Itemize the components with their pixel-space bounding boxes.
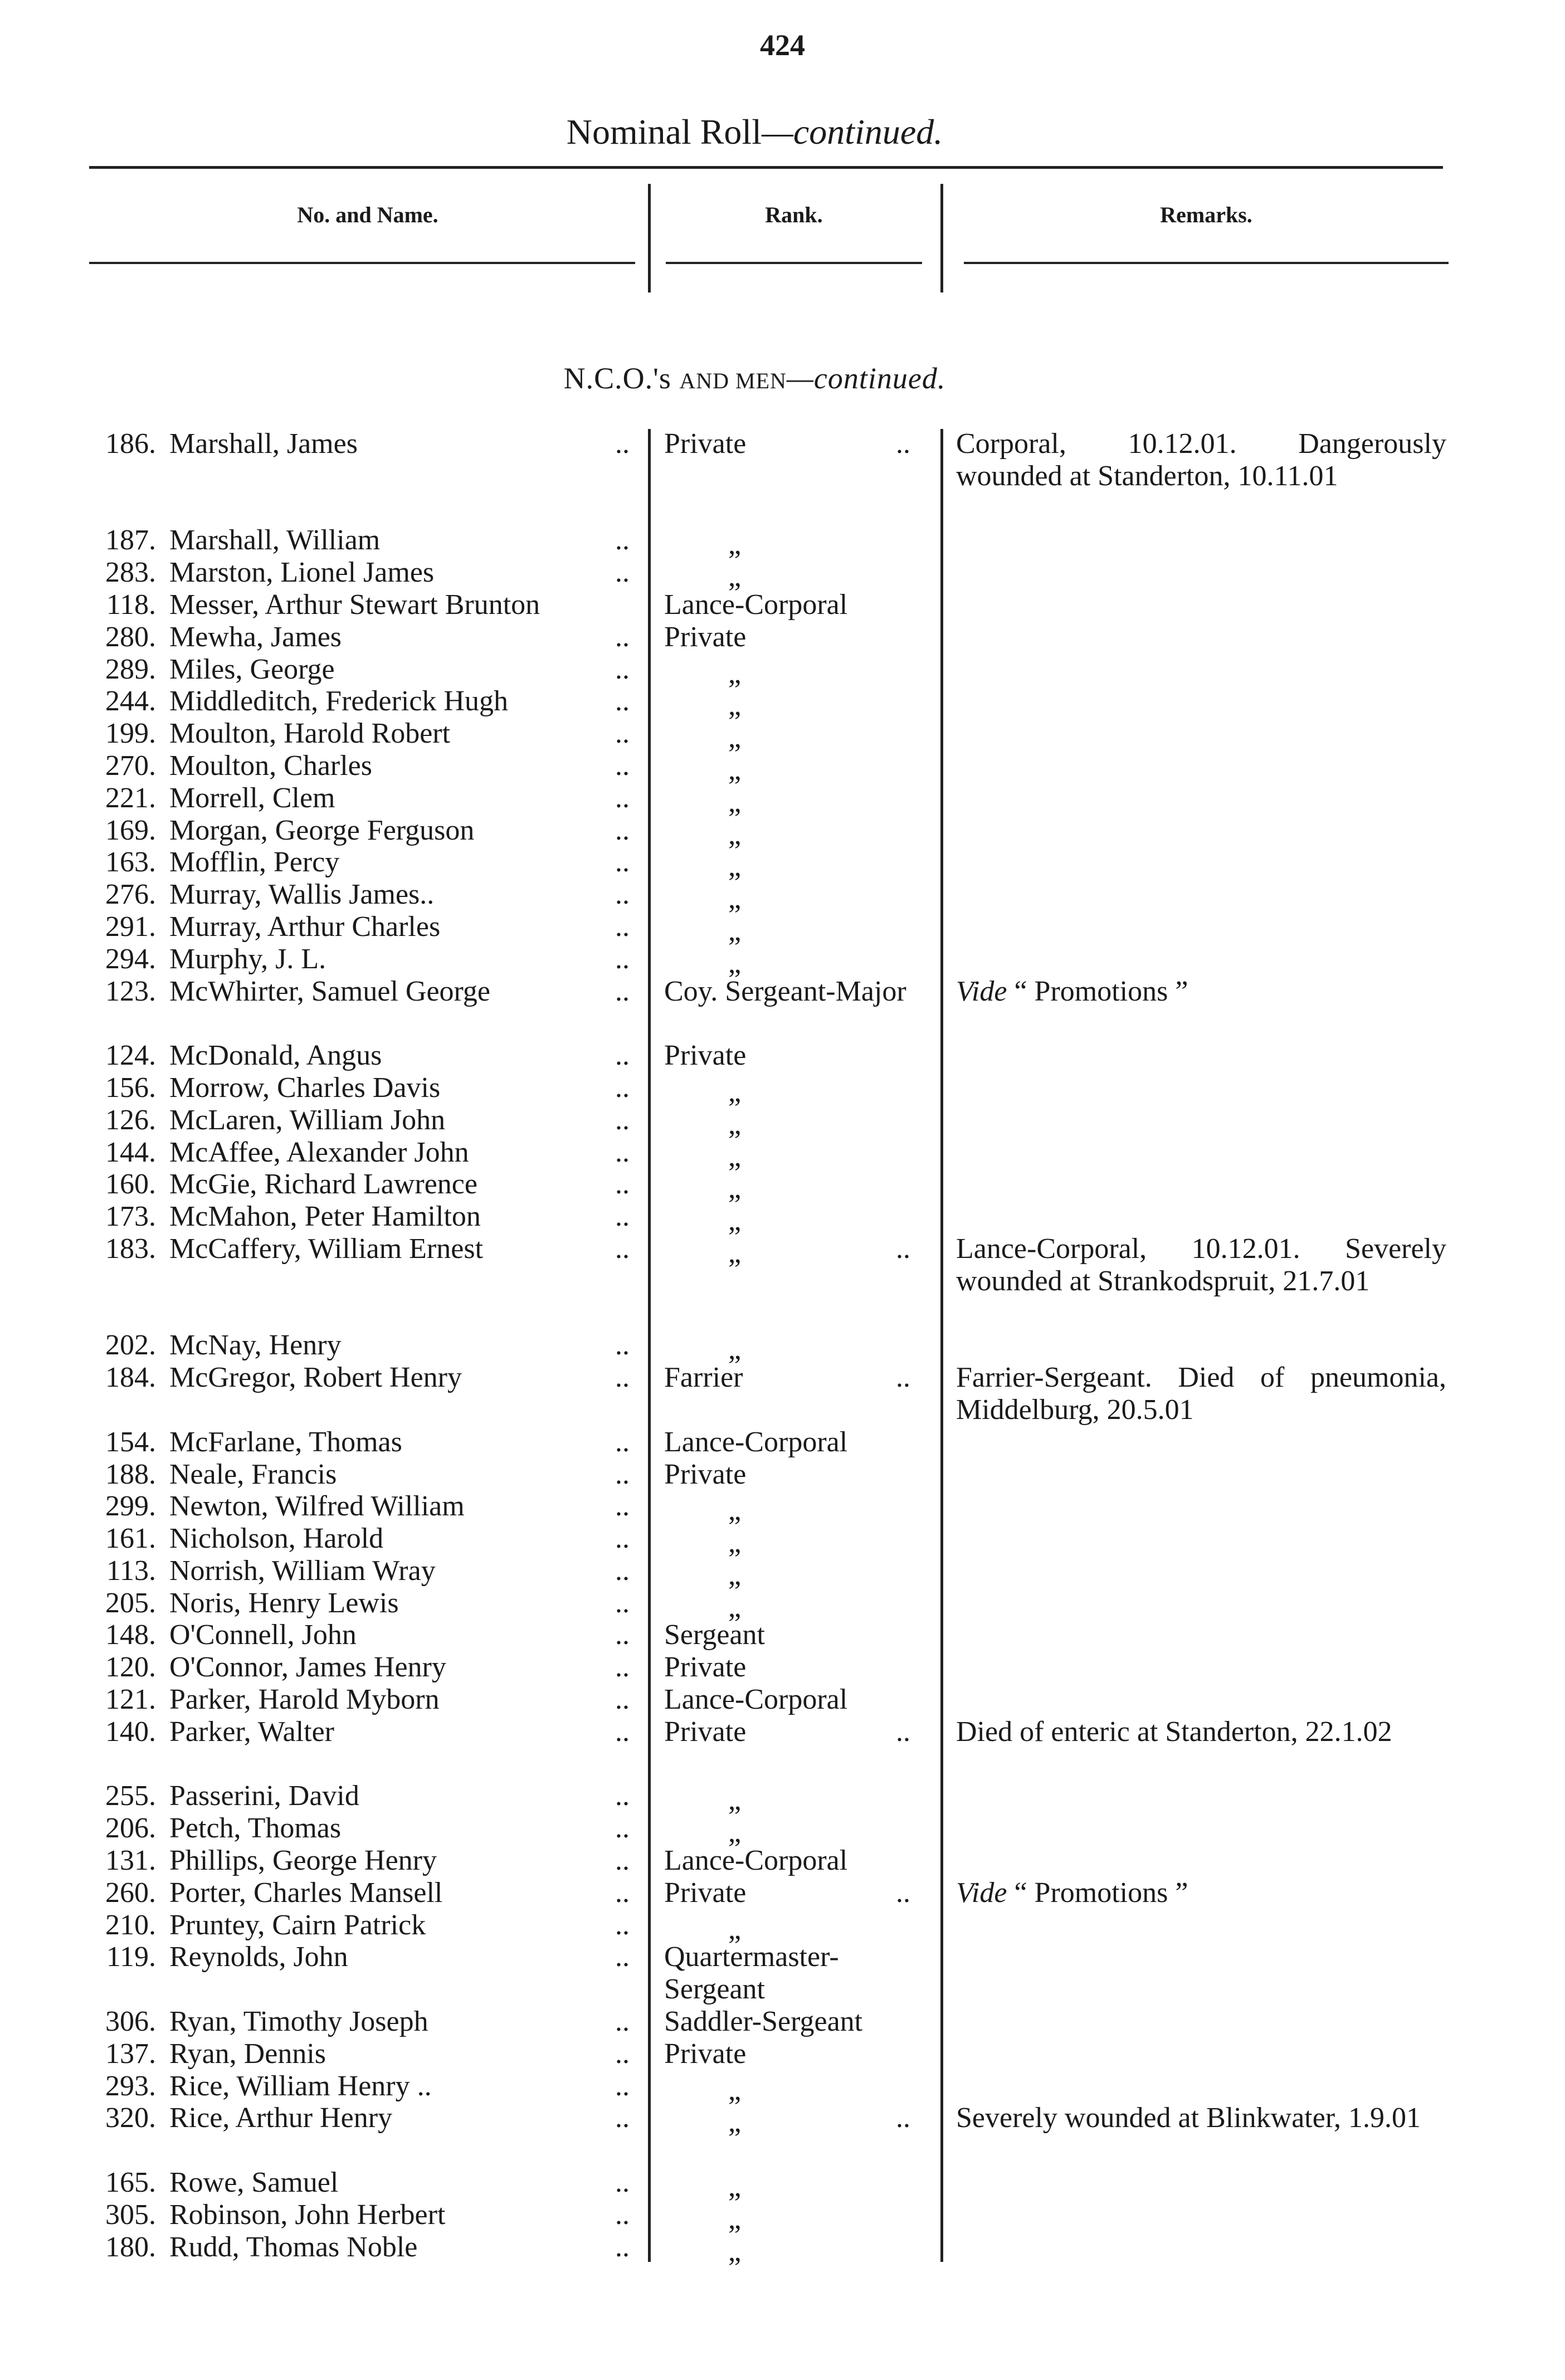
row-name: Murray, Arthur Charles <box>169 910 441 943</box>
row-rank: „ <box>728 657 742 690</box>
row-rank: „ <box>728 2074 742 2106</box>
table-row <box>0 2231 1565 2267</box>
row-number: 137. <box>105 2037 156 2070</box>
row-number: 156. <box>105 1071 156 1104</box>
row-number: 199. <box>105 718 156 750</box>
row-number: 289. <box>105 653 156 685</box>
row-rank: „ <box>728 947 742 979</box>
name-leader-dots: .. <box>615 1619 630 1651</box>
row-remarks <box>956 976 1446 1008</box>
row-rank: Private <box>664 1876 747 1909</box>
row-rank: „ <box>728 2235 742 2267</box>
row-number: 221. <box>105 782 156 814</box>
remarks-text: Severely wounded at Blinkwater, 1.9.01 <box>956 2102 1421 2134</box>
row-name: O'Connor, James Henry <box>169 1651 446 1684</box>
row-name: Morrow, Charles Davis <box>169 1071 441 1104</box>
name-leader-dots: .. <box>615 557 630 589</box>
row-name: McGie, Richard Lawrence <box>169 1168 477 1201</box>
row-rank: Lance-Corporal <box>664 1684 848 1716</box>
row-number: 306. <box>105 2006 156 2038</box>
table-row <box>0 1071 1565 1108</box>
row-rank: „ <box>728 1076 742 1108</box>
row-rank: „ <box>728 754 742 786</box>
row-name: Morrell, Clem <box>169 782 335 814</box>
row-name: McLaren, William John <box>169 1104 446 1136</box>
row-rank: Farrier <box>664 1362 743 1394</box>
name-leader-dots: .. <box>615 1136 630 1168</box>
table-row <box>0 1104 1565 1140</box>
row-name: McDonald, Angus <box>169 1040 382 1072</box>
name-leader-dots: .. <box>615 2231 630 2263</box>
row-rank: „ <box>728 690 742 722</box>
row-rank: Private <box>664 428 747 460</box>
row-rank: „ <box>728 722 742 754</box>
name-leader-dots: .. <box>615 2070 630 2102</box>
row-name: Noris, Henry Lewis <box>169 1587 399 1619</box>
column-header-rank: Rank. <box>765 202 823 227</box>
name-leader-dots: .. <box>615 2198 630 2231</box>
row-rank: „ <box>728 1817 742 1849</box>
row-rank: Sergeant <box>664 1619 765 1651</box>
row-name: Passerini, David <box>169 1780 359 1812</box>
title-suffix: —continued. <box>761 112 943 152</box>
name-leader-dots: .. <box>615 749 630 782</box>
name-leader-dots: .. <box>615 814 630 846</box>
section-suffix: —continued. <box>786 362 946 395</box>
row-rank: „ <box>728 1591 742 1623</box>
row-number: 160. <box>105 1168 156 1201</box>
row-name: Neale, Francis <box>169 1458 337 1490</box>
name-leader-dots: .. <box>615 428 630 460</box>
table-row <box>0 2070 1565 2106</box>
table-row <box>0 814 1565 851</box>
row-name: McAffee, Alexander John <box>169 1136 469 1168</box>
row-rank: „ <box>728 818 742 851</box>
row-remarks <box>956 2102 1446 2134</box>
table-row <box>0 1168 1565 1205</box>
row-rank: Lance-Corporal <box>664 1426 848 1458</box>
row-name: Petch, Thomas <box>169 1812 342 1845</box>
row-number: 186. <box>105 428 156 460</box>
table-row <box>0 1587 1565 1623</box>
row-name: Newton, Wilfred William <box>169 1490 465 1523</box>
row-number: 260. <box>105 1876 156 1909</box>
rank-leader-dots: .. <box>896 2102 910 2134</box>
row-rank: „ <box>728 915 742 947</box>
row-name: Parker, Walter <box>169 1715 334 1748</box>
name-leader-dots: .. <box>615 1587 630 1619</box>
row-rank: Lance-Corporal <box>664 588 848 621</box>
name-leader-dots: .. <box>615 1040 630 1072</box>
row-number: 148. <box>105 1619 156 1651</box>
row-rank: „ <box>728 1173 742 1205</box>
row-rank: „ <box>728 1913 742 1945</box>
section-heading <box>0 361 1509 396</box>
table-row <box>0 1877 1565 1909</box>
row-name: Parker, Harold Myborn <box>169 1684 440 1716</box>
row-name: Morgan, George Ferguson <box>169 814 475 846</box>
name-leader-dots: .. <box>615 1458 630 1490</box>
name-leader-dots: .. <box>615 1201 630 1233</box>
table-row <box>0 943 1565 979</box>
row-rank: „ <box>728 1140 742 1173</box>
row-number: 188. <box>105 1458 156 1490</box>
row-name: Murray, Wallis James.. <box>169 879 435 911</box>
header-top-rule <box>89 166 1443 169</box>
row-name: Rudd, Thomas Noble <box>169 2231 418 2263</box>
row-number: 293. <box>105 2070 156 2102</box>
row-number: 126. <box>105 1104 156 1136</box>
row-name: Moulton, Harold Robert <box>169 718 451 750</box>
row-rank: „ <box>728 1784 742 1817</box>
table-row <box>0 1716 1565 1781</box>
row-name: Pruntey, Cairn Patrick <box>169 1909 426 1941</box>
table-row <box>0 879 1565 915</box>
header-underline-name <box>89 262 635 264</box>
name-leader-dots: .. <box>615 1715 630 1748</box>
table-row <box>0 524 1565 561</box>
row-number: 183. <box>105 1232 156 1265</box>
row-name: Rice, William Henry .. <box>169 2070 432 2102</box>
row-number: 276. <box>105 879 156 911</box>
table-row <box>0 1233 1565 1329</box>
row-name: Murphy, J. L. <box>169 943 326 975</box>
row-rank: Quartermaster-Sergeant <box>664 1941 839 2006</box>
title-main: Nominal Roll <box>566 112 762 152</box>
name-leader-dots: .. <box>615 1876 630 1909</box>
row-name: Marston, Lionel James <box>169 557 435 589</box>
section-prefix: N.C.O.'s <box>563 362 680 395</box>
row-name: Reynolds, John <box>169 1941 348 1973</box>
row-rank: „ <box>728 883 742 915</box>
name-leader-dots: .. <box>615 2102 630 2134</box>
row-number: 205. <box>105 1587 156 1619</box>
row-number: 210. <box>105 1909 156 1941</box>
name-leader-dots: .. <box>615 943 630 975</box>
name-leader-dots: .. <box>615 2037 630 2070</box>
row-rank: „ <box>728 561 742 593</box>
rank-leader-dots: .. <box>896 1876 910 1909</box>
table-row <box>0 1490 1565 1527</box>
remarks-text: Farrier-Sergeant. Died of pneumonia, Middelburg, 20.5.01 <box>956 1362 1446 1426</box>
row-rank: „ <box>728 1559 742 1591</box>
rank-leader-dots: .. <box>896 1232 910 1265</box>
row-name: Mofflin, Percy <box>169 846 340 879</box>
row-number: 118. <box>106 588 156 621</box>
column-header-remarks: Remarks. <box>1160 202 1252 227</box>
row-name: Miles, George <box>169 653 335 685</box>
row-rank: „ <box>728 786 742 818</box>
header-divider-right <box>940 184 943 292</box>
table-row <box>0 910 1565 947</box>
table-row <box>0 557 1565 593</box>
table-row <box>0 428 1565 524</box>
table-row <box>0 1426 1565 1459</box>
name-leader-dots: .. <box>615 782 630 814</box>
name-leader-dots: .. <box>615 1232 630 1265</box>
row-name: Ryan, Dennis <box>169 2037 326 2070</box>
row-rank: Private <box>664 1715 747 1748</box>
row-name: Messer, Arthur Stewart Brunton <box>169 588 540 621</box>
row-name: Norrish, William Wray <box>169 1554 436 1587</box>
row-rank: „ <box>728 1108 742 1140</box>
table-row <box>0 2167 1565 2203</box>
name-leader-dots: .. <box>615 1941 630 1973</box>
row-number: 124. <box>105 1040 156 1072</box>
name-leader-dots: .. <box>615 1684 630 1716</box>
row-name: McNay, Henry <box>169 1329 342 1362</box>
row-number: 283. <box>105 557 156 589</box>
table-row <box>0 1201 1565 1237</box>
name-leader-dots: .. <box>615 1362 630 1394</box>
table-row <box>0 589 1565 621</box>
row-number: 173. <box>105 1201 156 1233</box>
page-number: 424 <box>760 28 805 62</box>
row-number: 154. <box>105 1426 156 1458</box>
table-row <box>0 1329 1565 1366</box>
row-name: McFarlane, Thomas <box>169 1426 402 1458</box>
table-row <box>0 976 1565 1040</box>
row-number: 163. <box>105 846 156 879</box>
nominal-roll-table <box>0 428 1565 2267</box>
row-number: 184. <box>105 1362 156 1394</box>
row-number: 187. <box>105 524 156 557</box>
rank-leader-dots: .. <box>896 1362 910 1394</box>
row-number: 180. <box>105 2231 156 2263</box>
name-leader-dots: .. <box>615 975 630 1007</box>
rank-leader-dots: .. <box>896 1715 910 1748</box>
row-name: Porter, Charles Mansell <box>169 1876 443 1909</box>
row-rank: „ <box>728 1237 742 1269</box>
row-name: Marshall, William <box>169 524 381 557</box>
row-rank: „ <box>728 529 742 561</box>
name-leader-dots: .. <box>615 1651 630 1684</box>
row-remarks <box>956 428 1446 492</box>
table-row <box>0 1459 1565 1491</box>
table-row <box>0 2198 1565 2235</box>
table-row <box>0 1684 1565 1716</box>
table-row <box>0 1845 1565 1877</box>
row-number: 120. <box>105 1651 156 1684</box>
table-row <box>0 1554 1565 1591</box>
row-number: 305. <box>105 2198 156 2231</box>
row-name: Nicholson, Harold <box>169 1523 384 1555</box>
table-row <box>0 1040 1565 1072</box>
row-number: 206. <box>105 1812 156 1845</box>
table-row <box>0 718 1565 754</box>
name-leader-dots: .. <box>615 653 630 685</box>
row-number: 280. <box>105 621 156 653</box>
row-rank: „ <box>728 851 742 883</box>
table-row <box>0 749 1565 786</box>
remarks-text: Lance-Corporal, 10.12.01. Severely wounded at Strankodspruit, 21.7.01 <box>956 1232 1446 1297</box>
row-name: Rice, Arthur Henry <box>169 2102 393 2134</box>
name-leader-dots: .. <box>615 1329 630 1362</box>
row-name: Robinson, John Herbert <box>169 2198 446 2231</box>
row-rank: „ <box>728 1205 742 1237</box>
table-row <box>0 685 1565 722</box>
name-leader-dots: .. <box>615 2006 630 2038</box>
name-leader-dots: .. <box>615 1845 630 1877</box>
row-rank: Private <box>664 1458 747 1490</box>
row-rank: Coy. Sergeant-Major <box>664 975 906 1007</box>
row-rank: Lance-Corporal <box>664 1845 848 1877</box>
name-leader-dots: .. <box>615 718 630 750</box>
name-leader-dots: .. <box>615 846 630 879</box>
row-rank: Private <box>664 1040 747 1072</box>
name-leader-dots: .. <box>615 1780 630 1812</box>
row-number: 255. <box>105 1780 156 1812</box>
row-rank: „ <box>728 2106 742 2139</box>
row-number: 291. <box>105 910 156 943</box>
row-number: 161. <box>105 1523 156 1555</box>
table-row <box>0 1780 1565 1817</box>
row-rank: „ <box>728 2203 742 2235</box>
table-row <box>0 2006 1565 2038</box>
row-name: O'Connell, John <box>169 1619 357 1651</box>
table-row <box>0 1136 1565 1173</box>
table-row <box>0 1619 1565 1651</box>
header-underline-rank <box>666 262 922 264</box>
row-remarks <box>956 1362 1446 1426</box>
name-leader-dots: .. <box>615 879 630 911</box>
name-leader-dots: .. <box>615 1909 630 1941</box>
row-name: Marshall, James <box>169 428 358 460</box>
remarks-text: “ Promotions ” <box>1007 975 1188 1007</box>
table-row <box>0 2102 1565 2167</box>
table-row <box>0 653 1565 690</box>
row-rank: „ <box>728 1334 742 1366</box>
row-rank: „ <box>728 2171 742 2203</box>
row-rank: Private <box>664 1651 747 1684</box>
name-leader-dots: .. <box>615 524 630 557</box>
name-leader-dots: .. <box>615 1071 630 1104</box>
row-rank: „ <box>728 1495 742 1527</box>
row-number: 294. <box>105 943 156 975</box>
row-number: 131. <box>105 1845 156 1877</box>
name-leader-dots: .. <box>615 2167 630 2199</box>
row-name: Mewha, James <box>169 621 342 653</box>
row-rank: Saddler-Sergeant <box>664 2006 863 2038</box>
table-row <box>0 1362 1565 1426</box>
page-title <box>0 111 1509 153</box>
row-number: 320. <box>105 2102 156 2134</box>
row-number: 121. <box>105 1684 156 1716</box>
row-remarks <box>956 1233 1446 1298</box>
name-leader-dots: .. <box>615 910 630 943</box>
remarks-text: “ Promotions ” <box>1007 1876 1188 1909</box>
name-leader-dots: .. <box>615 1168 630 1201</box>
row-name: Ryan, Timothy Joseph <box>169 2006 428 2038</box>
row-number: 123. <box>105 975 156 1007</box>
remarks-vide: Vide <box>956 1876 1007 1909</box>
row-number: 169. <box>105 814 156 846</box>
table-row <box>0 2038 1565 2070</box>
table-row <box>0 782 1565 818</box>
row-number: 202. <box>105 1329 156 1362</box>
remarks-vide: Vide <box>956 975 1007 1007</box>
header-divider-left <box>648 184 651 292</box>
row-name: McMahon, Peter Hamilton <box>169 1201 481 1233</box>
name-leader-dots: .. <box>615 1812 630 1845</box>
row-remarks <box>956 1877 1446 1909</box>
table-row <box>0 1812 1565 1849</box>
name-leader-dots: .. <box>615 1104 630 1136</box>
row-number: 119. <box>106 1941 156 1973</box>
row-number: 299. <box>105 1490 156 1523</box>
row-name: McWhirter, Samuel George <box>169 975 490 1007</box>
name-leader-dots: .. <box>615 1490 630 1523</box>
table-row <box>0 621 1565 653</box>
row-name: Middleditch, Frederick Hugh <box>169 685 508 718</box>
row-number: 144. <box>105 1136 156 1168</box>
section-small-caps: AND MEN <box>679 368 787 393</box>
name-leader-dots: .. <box>615 1426 630 1458</box>
row-rank: Private <box>664 621 747 653</box>
header-underline-remarks <box>964 262 1449 264</box>
row-number: 165. <box>105 2167 156 2199</box>
table-row <box>0 1941 1565 2006</box>
row-number: 140. <box>105 1715 156 1748</box>
remarks-text: Died of enteric at Standerton, 22.1.02 <box>956 1715 1392 1748</box>
remarks-text: Corporal, 10.12.01. Dangerously wounded at Standerton, 10.11.01 <box>956 428 1446 492</box>
column-header-name: No. and Name. <box>297 202 438 227</box>
row-number: 113. <box>106 1554 156 1587</box>
table-row <box>0 1523 1565 1559</box>
row-name: Rowe, Samuel <box>169 2167 339 2199</box>
row-name: McCaffery, William Ernest <box>169 1232 484 1265</box>
row-number: 270. <box>105 749 156 782</box>
row-remarks <box>956 1716 1446 1748</box>
table-row <box>0 846 1565 883</box>
row-name: Phillips, George Henry <box>169 1845 437 1877</box>
rank-leader-dots: .. <box>896 428 910 460</box>
row-name: Moulton, Charles <box>169 749 372 782</box>
row-rank: „ <box>728 1527 742 1559</box>
row-number: 244. <box>105 685 156 718</box>
name-leader-dots: .. <box>615 621 630 653</box>
table-row <box>0 1909 1565 1945</box>
name-leader-dots: .. <box>615 1554 630 1587</box>
row-rank: Private <box>664 2037 747 2070</box>
name-leader-dots: .. <box>615 1523 630 1555</box>
row-name: McGregor, Robert Henry <box>169 1362 462 1394</box>
name-leader-dots: .. <box>615 685 630 718</box>
table-row <box>0 1651 1565 1684</box>
